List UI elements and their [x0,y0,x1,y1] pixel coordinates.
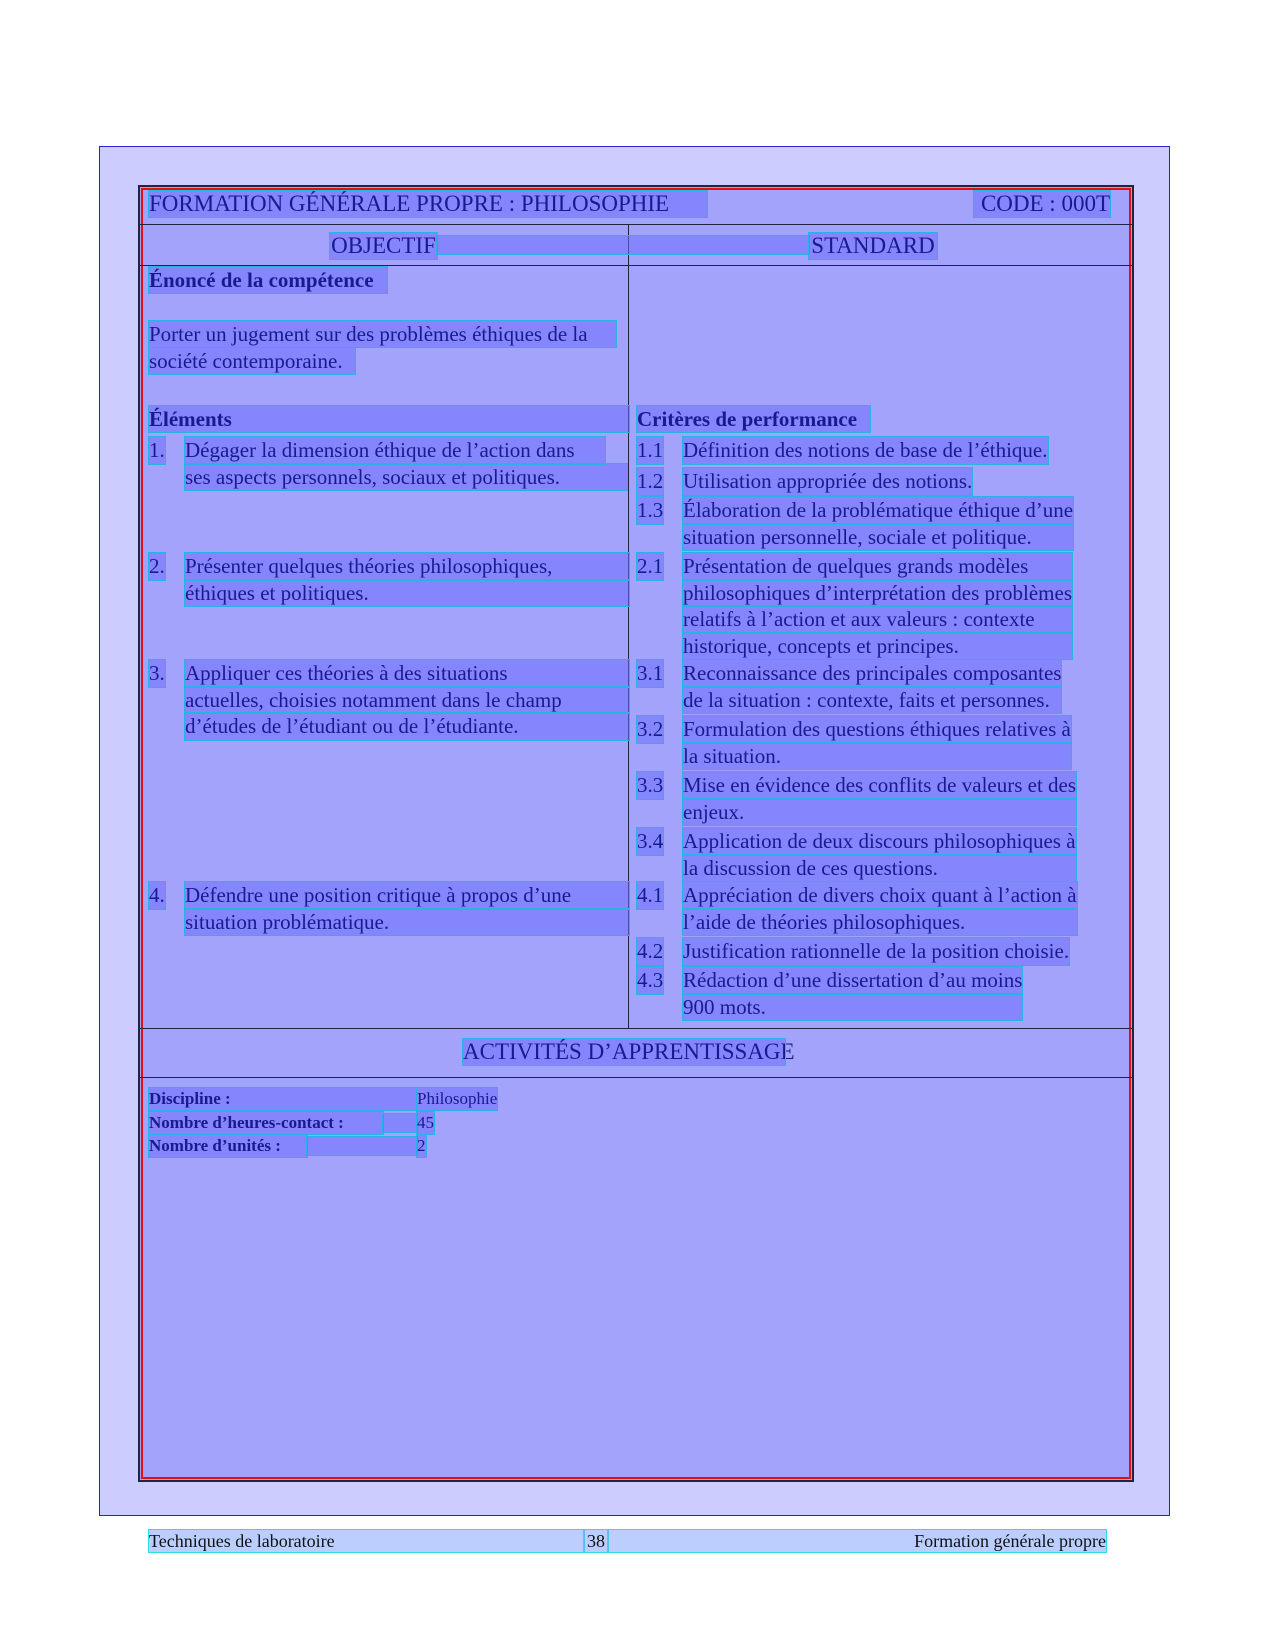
criterion-text: philosophiques d’interprétation des problèmes [683,580,1073,605]
column-header-standard: STANDARD [809,233,937,259]
divider-activities-bottom [138,1077,1134,1078]
page-title: FORMATION GÉNÉRALE PROPRE : PHILOSOPHIE [149,191,707,217]
criteria-heading: Critères de performance [637,406,870,432]
element-text: Dégager la dimension éthique de l’action dans [185,437,605,464]
footer-left: Techniques de laboratoire [149,1530,584,1552]
element-text: Défendre une position critique à propos d’une [185,882,629,909]
divider-columns [138,265,1134,266]
criterion-text: Utilisation appropriée des notions. [683,469,973,493]
hours-spacer [383,1114,417,1132]
criterion-number: 4.3 [637,968,664,992]
element-text: actuelles, choisies notamment dans le champ [185,687,629,714]
units-spacer [307,1137,417,1155]
criterion-number: 1.3 [637,498,664,522]
criterion-text: Mise en évidence des conflits de valeurs et des [683,773,1077,797]
criterion-number: 4.2 [637,939,664,963]
activities-heading: ACTIVITÉS D’APPRENTISSAGE [463,1039,795,1064]
element-text: Présenter quelques théories philosophiques, [185,553,629,580]
element-text: situation problématique. [185,909,629,936]
discipline-label: Discipline : [149,1088,416,1110]
elements-heading: Éléments [149,406,629,432]
criterion-text: Rédaction d’une dissertation d’au moins [683,968,1023,992]
criterion-text: enjeux. [683,799,1076,826]
page-number: 38 [584,1530,608,1552]
column-header-bar [437,236,809,254]
element-number: 2. [149,554,165,578]
criterion-text: Appréciation de divers choix quant à l’action à [683,883,1077,907]
criterion-number: 1.1 [637,438,664,462]
criterion-number: 3.1 [637,661,664,685]
criterion-text: Justification rationnelle de la position choisie. [683,939,1070,963]
criterion-text: relatifs à l’action et aux valeurs : contexte [683,606,1072,633]
element-number: 3. [149,661,165,685]
element-text: d’études de l’étudiant ou de l’étudiante. [185,713,629,740]
competence-heading: Énoncé de la compétence [149,267,387,293]
criterion-number: 3.3 [637,773,664,797]
divider-activities-top [138,1028,1134,1029]
criterion-text: la discussion de ces questions. [683,855,1076,882]
criterion-number: 3.4 [637,829,664,853]
criterion-number: 1.2 [637,469,664,493]
discipline-value: Philosophie [417,1089,498,1108]
criterion-text: Présentation de quelques grands modèles [683,553,1072,580]
course-code: CODE : 000T [974,191,1110,217]
column-header-objectif: OBJECTIF [331,233,436,258]
criterion-text: situation personnelle, sociale et politique. [683,524,1073,551]
criterion-text: Élaboration de la problématique éthique d’une [683,498,1074,522]
criterion-text: 900 mots. [683,994,1022,1021]
element-number: 4. [149,883,165,907]
hours-value: 45 [417,1113,434,1132]
criterion-number: 4.1 [637,883,664,907]
hours-label: Nombre d’heures-contact : [149,1112,383,1134]
criterion-text: de la situation : contexte, faits et personnes. [683,687,1061,714]
divider-header [138,224,1134,225]
competence-line-2: société contemporaine. [149,348,355,374]
competence-line-1: Porter un jugement sur des problèmes éthiques de la [149,321,616,347]
criterion-text: Définition des notions de base de l’éthique. [683,438,1048,462]
element-text: éthiques et politiques. [185,580,629,607]
criterion-number: 3.2 [637,717,664,741]
criterion-text: Reconnaissance des principales composantes [683,661,1062,685]
criterion-number: 2.1 [637,554,664,578]
criterion-text: historique, concepts et principes. [683,633,1072,660]
criterion-text: Formulation des questions éthiques relatives à [683,717,1071,741]
units-label: Nombre d’unités : [149,1135,307,1157]
footer-right: Formation générale propre [608,1530,1106,1552]
element-text: ses aspects personnels, sociaux et politiques. [185,464,627,491]
criterion-text: l’aide de théories philosophiques. [683,909,1077,936]
element-number: 1. [149,438,165,462]
element-text: Appliquer ces théories à des situations [185,660,629,687]
criterion-text: Application de deux discours philosophiques à [683,829,1076,853]
units-value: 2 [417,1136,426,1155]
criterion-text: la situation. [683,743,1071,770]
